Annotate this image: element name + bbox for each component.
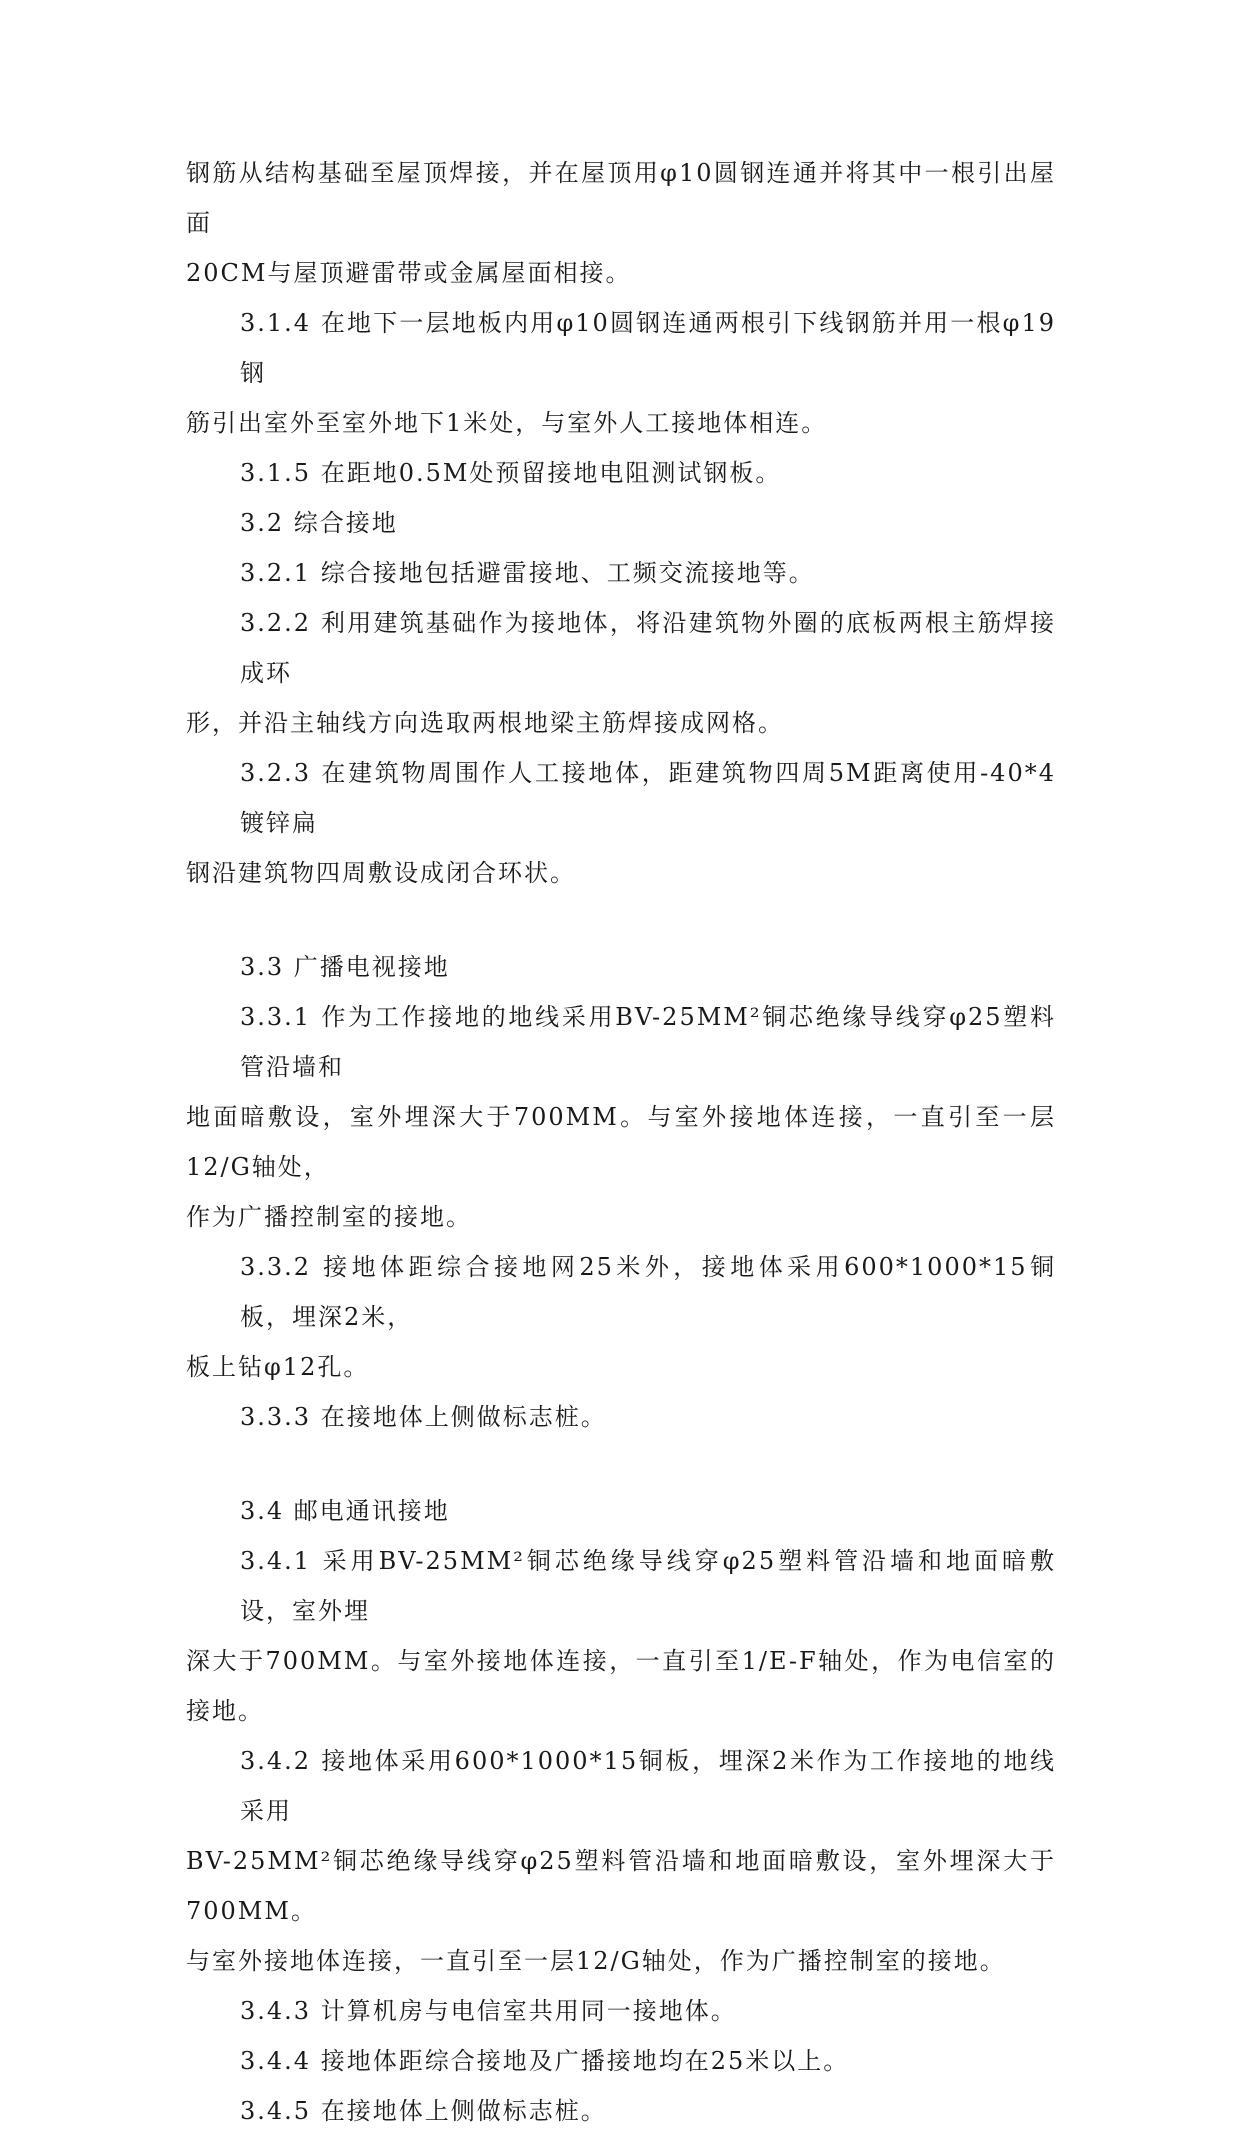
paragraph [186, 1986, 1056, 2036]
text-line: 3.2.3 在建筑物周围作人工接地体，距建筑物四周5M距离使用-40*4镀锌扁 [240, 759, 1056, 837]
paragraph [186, 598, 1056, 748]
text-line: 3.3.2 接地体距综合接地网25米外，接地体采用600*1000*15铜板，埋深2米， [240, 1253, 1056, 1331]
text-line: 钢筋从结构基础至屋顶焊接，并在屋顶用φ10圆钢连通并将其中一根引出屋面 [186, 159, 1056, 237]
text-line: BV-25MM²铜芯绝缘导线穿φ25塑料管沿墙和地面暗敷设，室外埋深大于700MM。 [186, 1847, 1056, 1925]
text-line: 3.2 综合接地 [240, 509, 398, 537]
section-spacer [186, 1442, 1056, 1486]
text-line: 3.4.3 计算机房与电信室共用同一接地体。 [240, 1997, 737, 2025]
paragraph [186, 2036, 1056, 2086]
text-line: 3.4.1 采用BV-25MM²铜芯绝缘导线穿φ25塑料管沿墙和地面暗敷设，室外埋 [240, 1547, 1056, 1625]
paragraph [186, 148, 1056, 298]
text-line: 3.1.4 在地下一层地板内用φ10圆钢连通两根引下线钢筋并用一根φ19钢 [240, 309, 1056, 387]
text-line: 作为广播控制室的接地。 [186, 1203, 472, 1231]
text-line: 20CM与屋顶避雷带或金属屋面相接。 [186, 259, 632, 287]
paragraph [186, 1242, 1056, 1392]
text-line: 板上钻φ12孔。 [186, 1353, 370, 1381]
text-line: 3.2.1 综合接地包括避雷接地、工频交流接地等。 [240, 559, 815, 587]
text-line: 与室外接地体连接，一直引至一层12/G轴处，作为广播控制室的接地。 [186, 1947, 1006, 1975]
paragraph [186, 548, 1056, 598]
paragraph [186, 992, 1056, 1242]
paragraph [186, 1536, 1056, 1736]
document-body [186, 148, 1056, 2136]
text-line: 钢沿建筑物四周敷设成闭合环状。 [186, 859, 576, 887]
text-line: 深大于700MM。与室外接地体连接，一直引至1/E-F轴处，作为电信室的接地。 [186, 1647, 1056, 1725]
paragraph [186, 1392, 1056, 1442]
paragraph [186, 2086, 1056, 2136]
text-line: 3.3.1 作为工作接地的地线采用BV-25MM²铜芯绝缘导线穿φ25塑料管沿墙和 [240, 1003, 1056, 1081]
text-line: 3.4.4 接地体距综合接地及广播接地均在25米以上。 [240, 2047, 850, 2075]
paragraph [186, 942, 1056, 992]
text-line: 形，并沿主轴线方向选取两根地梁主筋焊接成网格。 [186, 709, 784, 737]
text-line: 3.2.2 利用建筑基础作为接地体，将沿建筑物外圈的底板两根主筋焊接成环 [240, 609, 1056, 687]
paragraph [186, 1736, 1056, 1986]
text-line: 3.4 邮电通讯接地 [240, 1497, 450, 1525]
text-line: 3.4.2 接地体采用600*1000*15铜板，埋深2米作为工作接地的地线采用 [240, 1747, 1056, 1825]
paragraph [186, 448, 1056, 498]
section-spacer [186, 898, 1056, 942]
paragraph [186, 748, 1056, 898]
text-line: 3.3.3 在接地体上侧做标志桩。 [240, 1403, 607, 1431]
text-line: 筋引出室外至室外地下1米处，与室外人工接地体相连。 [186, 409, 828, 437]
text-line: 3.4.5 在接地体上侧做标志桩。 [240, 2097, 607, 2125]
text-line: 3.3 广播电视接地 [240, 953, 450, 981]
paragraph [186, 1486, 1056, 1536]
paragraph [186, 298, 1056, 448]
text-line: 3.1.5 在距地0.5M处预留接地电阻测试钢板。 [240, 459, 782, 487]
paragraph [186, 498, 1056, 548]
text-line: 地面暗敷设，室外埋深大于700MM。与室外接地体连接，一直引至一层12/G轴处， [186, 1103, 1056, 1181]
